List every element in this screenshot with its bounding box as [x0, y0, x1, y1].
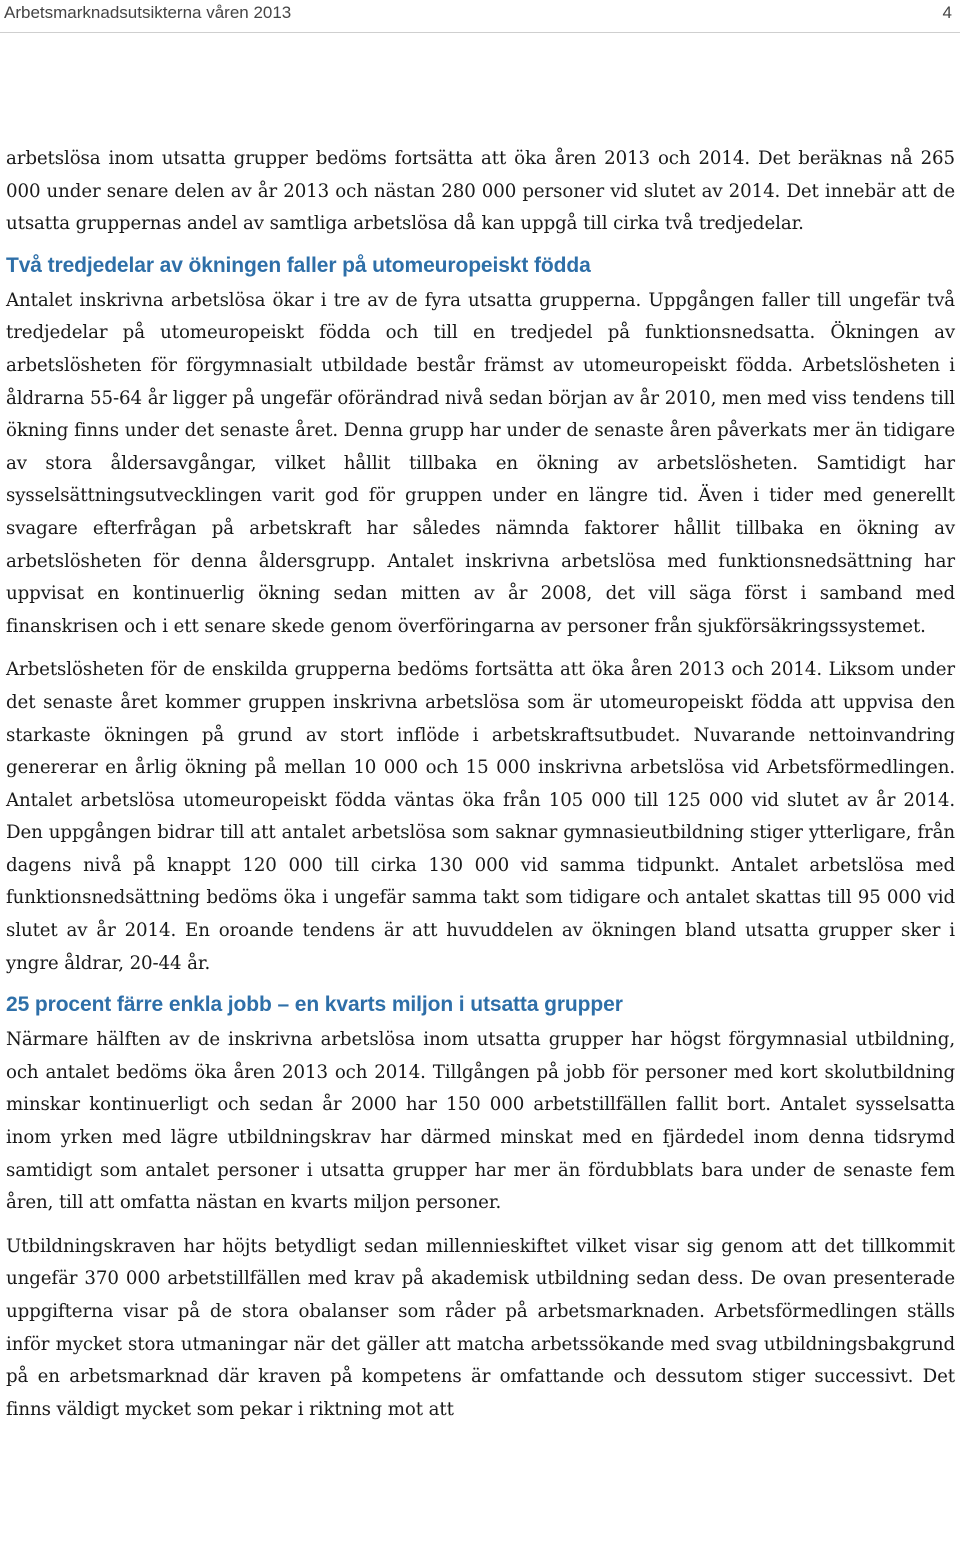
paragraph-enkla-jobb: Närmare hälften av de inskrivna arbetslösa inom utsatta grupper har högst förgymnasial utbildning, och antalet bedöms öka åren 2013 och 2014. Tillgången på jobb för personer med kort skolutbildning minskar kontinuerligt och sedan år 2000 har 150 000 arbetstillfällen fallit bort. Antalet sysselsatta inom yrken med lägre utbildningskrav har därmed minskat med en fjärdedel inom denna tidsrymd samtidigt som antalet personer i utsatta grupper har mer än fördubblats bara under de senaste fem åren, till att omfatta nästan en kvarts miljon personer. [6, 1029, 955, 1214]
section-heading-tva-tredjedelar: Två tredjedelar av ökningen faller på utomeuropeiskt födda [6, 253, 591, 277]
section-heading-enkla-jobb: 25 procent färre enkla jobb – en kvarts miljon i utsatta grupper [6, 993, 623, 1017]
document-body [6, 143, 955, 1426]
running-title: Arbetsmarknadsutsikterna våren 2013 [4, 3, 292, 22]
paragraph-utbildningskrav: Utbildningskraven har höjts betydligt sedan millennieskiftet vilket visar sig genom att det tillkommit ungefär 370 000 arbetstillfällen med krav på akademisk utbildning sedan dess. De ovan presenterade uppgifterna visar på de stora obalanser som råder på arbetsmarknaden. Arbetsförmedlingen ställs inför mycket stora utmaningar när det gäller att matcha arbetssökande med svag utbildningsbakgrund på en arbetsmarknad där kraven på kompetens är omfattande och dessutom stiger successivt. Det finns väldigt mycket som pekar i riktning mot att [6, 1235, 955, 1420]
paragraph-prognos: Arbetslösheten för de enskilda grupperna bedöms fortsätta att öka åren 2013 och 2014. Liksom under det senaste året kommer gruppen inskrivna arbetslösa som är utomeuropeiskt födda att uppvisa den starkaste ökningen på grund av stort inflöde i arbetskraftsutbudet. Nuvarande nettoinvandring genererar en årlig ökning på mellan 10 000 och 15 000 inskrivna arbetslösa vid Arbetsförmedlingen. Antalet arbetslösa utomeuropeiskt födda väntas öka från 105 000 till 125 000 vid slutet av år 2014. Den uppgången bidrar till att antalet arbetslösa som saknar gymnasieutbildning stiger ytterligare, från dagens nivå på knappt 120 000 till cirka 130 000 vid samma tidpunkt. Antalet arbetslösa med funktionsnedsättning bedöms öka i ungefär samma takt som tidigare och antalet skattas till 95 000 vid slutet av år 2014. En oroande tendens är att huvuddelen av ökningen bland utsatta grupper sker i yngre åldrar, 20-44 år. [6, 659, 955, 974]
page-number: 4 [942, 3, 952, 22]
paragraph-intro: arbetslösa inom utsatta grupper bedöms fortsätta att öka åren 2013 och 2014. Det beräknas nå 265 000 under senare delen av år 2013 och nästan 280 000 personer vid slutet av 2014. Det innebär att de utsatta gruppernas andel av samtliga arbetslösa då kan uppgå till cirka två tredjedelar. [6, 148, 955, 235]
paragraph-utsatta-grupper: Antalet inskrivna arbetslösa ökar i tre av de fyra utsatta grupperna. Uppgången faller till ungefär två tredjedelar på utomeuropeiskt födda och till en tredjedel på funktionsnedsatta. Ökningen av arbetslösheten för förgymnasialt utbildade består främst av utomeuropeiskt födda. Arbetslösheten i åldrarna 55-64 år ligger på ungefär oförändrad nivå sedan början av år 2010, men med viss tendens till ökning finns under det senaste året. Denna grupp har under de senaste åren påverkats mer än tidigare av stora åldersavgångar, vilket hållit tillbaka en ökning av arbetslösheten. Samtidigt har sysselsättningsutvecklingen varit god för gruppen under en längre tid. Även i tider med generellt svagare efterfrågan på arbetskraft har således nämnda faktorer hållit tillbaka en ökning av arbetslösheten för denna åldersgrupp. Antalet inskrivna arbetslösa med funktionsnedsättning har uppvisat en kontinuerlig ökning sedan mitten av år 2008, det vill säga först i samband med finanskrisen och i ett senare skede genom överföringarna av personer från sjukförsäkringssystemet. [6, 289, 955, 637]
running-header [0, 0, 960, 33]
